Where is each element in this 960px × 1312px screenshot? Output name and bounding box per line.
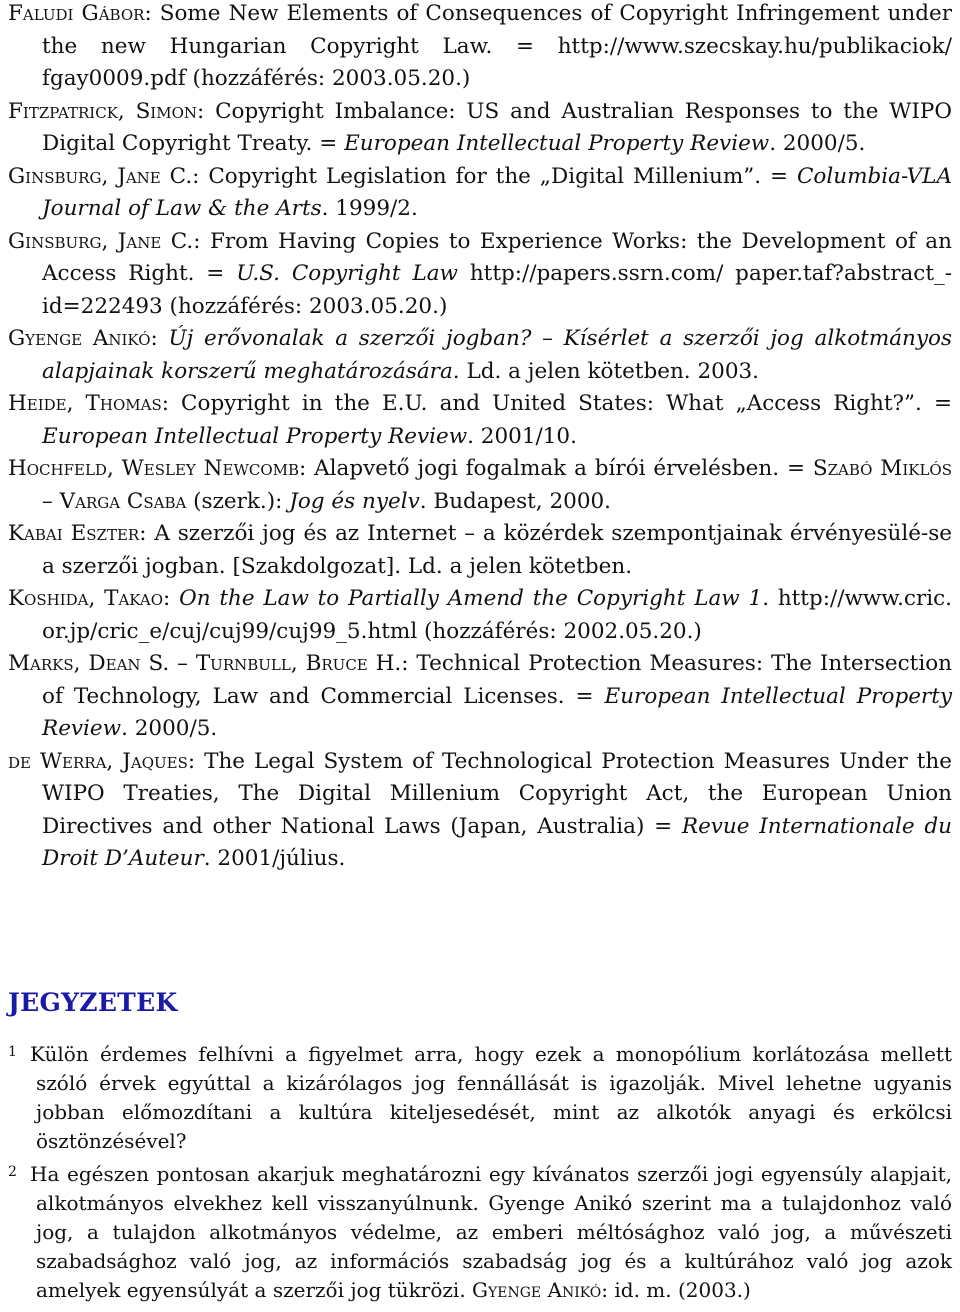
- bibliography-entry: [8, 648, 952, 746]
- title-italic: Jog és nyelv: [289, 488, 420, 514]
- author-name: Koshida, Takao: [8, 586, 164, 611]
- entry-text: . 2000/5.: [121, 716, 218, 741]
- author-name: Szabó Miklós – Varga Csaba: [42, 456, 952, 514]
- bibliography-entry: [8, 583, 952, 648]
- entry-text: . 2001/10.: [467, 423, 577, 449]
- notes-heading: JEGYZETEK: [8, 988, 178, 1017]
- entry-text: : A szerzői jog és az Internet – a közérdek szempontjainak érvényesülé-se a szerzői jogban. [Szakdolgozat]. Ld. a jelen kötetben.: [42, 521, 952, 579]
- entry-text: :: [150, 326, 169, 351]
- author-name: Marks, Dean S. – Turnbull, Bruce H.: [8, 651, 402, 676]
- footnote-text: Ha egészen pontosan akarjuk meghatározni egy kívánatos szerzői jogi egyensúly alapjait, alkotmányos elvekhez kell visszanyúlnunk. Gyenge Anikó szerint ma a tulajdonhoz való jog, a tulajdon alkotmányos védelme, az emberi méltósághoz való jog, a művészeti szabadsághoz való jog, az információs szabadság jog és a kultúrához való jog azok amelyek egyensúlyát a szerzői jog tükrözi.: [30, 1162, 952, 1302]
- entry-text: : Alapvető jogi fogalmak a bírói érvelésben. =: [299, 456, 813, 481]
- title-italic: European Intellectual Property Review: [42, 423, 468, 449]
- title-italic: Revue Internationale du Droit D’Auteur: [42, 813, 952, 871]
- bibliography-entry: [8, 323, 952, 388]
- entry-text: http://papers.ssrn.com/ paper.taf?abstract_-id=222493 (hozzáférés: 2003.05.20.): [42, 261, 952, 319]
- bibliography-list: [8, 0, 952, 876]
- author-name: Kabai Eszter: [8, 521, 140, 546]
- title-italic: On the Law to Partially Amend the Copyright Law 1: [179, 586, 763, 611]
- entry-text: (szerk.):: [186, 488, 290, 514]
- entry-text: : From Having Copies to Experience Works: the Development of an Access Right. =: [42, 228, 952, 286]
- bibliography-entry: [8, 453, 952, 518]
- author-name: Hochfeld, Wesley Newcomb: [8, 456, 300, 481]
- bibliography-entry: [8, 96, 952, 161]
- entry-text: : Copyright Legislation for the „Digital Millenium”. =: [192, 163, 797, 189]
- entry-text: . 2001/július.: [203, 846, 346, 871]
- title-italic: Columbia-VLA Journal of Law & the Arts: [42, 163, 952, 221]
- author-name: Ginsburg, Jane C.: [8, 228, 194, 254]
- title-italic: European Intellectual Property Review: [344, 131, 770, 156]
- footnotes-list: [8, 1038, 952, 1307]
- footnote-number: 2: [8, 1164, 17, 1180]
- author-name: Ginsburg, Jane C.: [8, 163, 193, 189]
- entry-text: : Copyright Imbalance: US and Australian Responses to the WIPO Digital Copyright Treaty. =: [42, 98, 952, 156]
- title-italic: Új erővonalak a szerzői jogban? – Kísérlet a szerzői jog alkotmányos alapjainak korszerű meghatározására: [42, 326, 952, 384]
- bibliography-entry: [8, 161, 952, 226]
- title-italic: U.S. Copyright Law: [236, 261, 458, 286]
- title-italic: European Intellectual Property Review: [42, 683, 952, 741]
- bibliography-entry: [8, 518, 952, 583]
- entry-text: : The Legal System of Technological Protection Measures Under the WIPO Treaties, The Digital Millenium Copyright Act, the European Union Directives and other National Laws (Japan, Australia) =: [42, 748, 952, 839]
- bibliography-entry: [8, 746, 952, 876]
- entry-text: :: [163, 586, 180, 611]
- bibliography-entry: [8, 226, 952, 324]
- footnote: [8, 1038, 952, 1156]
- footnote-number: 1: [8, 1044, 17, 1060]
- entry-text: . Budapest, 2000.: [419, 488, 612, 514]
- author-name: Gyenge Anikó: [8, 326, 151, 351]
- author-name: Faludi Gábor: [8, 1, 145, 26]
- entry-text: : Some New Elements of Consequences of Copyright Infringement under the new Hungarian Copyright Law. = http://www.szecskay.hu/publikaciok/ fgay0009.pdf (hozzáférés: 2003.05.20.): [42, 1, 953, 91]
- bibliography-entry: [8, 0, 952, 96]
- entry-text: . 1999/2.: [321, 196, 418, 221]
- entry-text: . 2000/5.: [769, 131, 866, 156]
- entry-text: : Technical Protection Measures: The Intersection of Technology, Law and Commercial Licenses. =: [42, 651, 952, 709]
- footnote-text: : id. m. (2003.): [601, 1278, 751, 1302]
- author-name: Heide, Thomas: [8, 391, 162, 416]
- footnote: [8, 1158, 952, 1305]
- bibliography-entry: [8, 388, 952, 453]
- author-name: Gyenge Anikó: [472, 1278, 602, 1302]
- entry-text: . http://www.cric. or.jp/cric_e/cuj/cuj99/cuj99_5.html (hozzáférés: 2002.05.20.): [42, 586, 953, 644]
- entry-text: : Copyright in the E.U. and United States: What „Access Right?”. =: [161, 391, 952, 416]
- author-name: de Werra, Jaques: [8, 748, 188, 774]
- footnote-text: Külön érdemes felhívni a figyelmet arra, hogy ezek a monopólium korlátozása mellett szóló érvek egyúttal a kizárólagos jog fennállását is igazolják. Mivel lehetne ugyanis jobban előmozdítani a kultúra kiteljesedését, mint az alkotók anyagi és erkölcsi ösztönzésével?: [30, 1042, 952, 1153]
- entry-text: . Ld. a jelen kötetben. 2003.: [452, 358, 760, 384]
- author-name: Fitzpatrick, Simon: [8, 98, 197, 124]
